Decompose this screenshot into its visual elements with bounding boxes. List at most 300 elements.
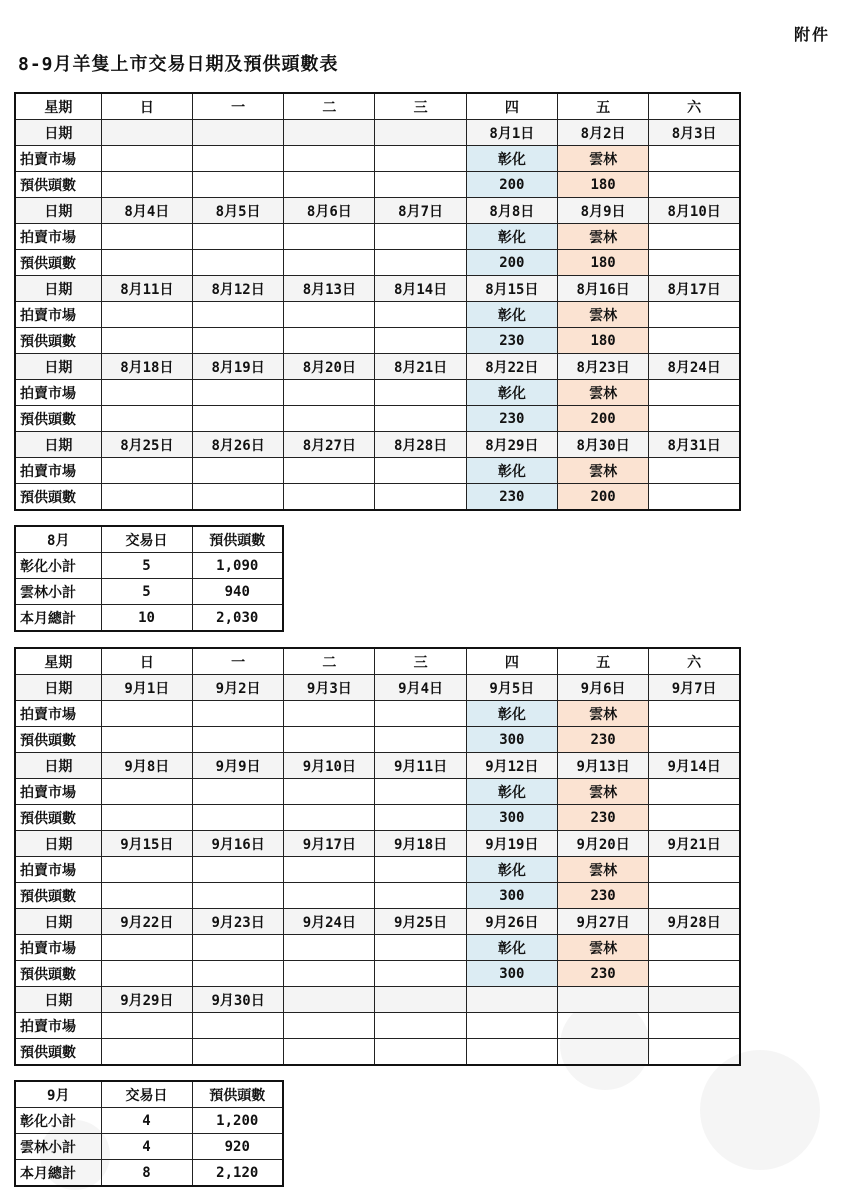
september-calendar-table xyxy=(14,647,741,1066)
date-cell: 8月9日 xyxy=(557,198,648,224)
date-cell xyxy=(375,120,466,146)
summary-value: 2,120 xyxy=(192,1160,283,1187)
heads-cell: 180 xyxy=(557,172,648,198)
heads-cell xyxy=(192,727,283,753)
heads-cell xyxy=(649,961,740,987)
heads-row xyxy=(15,484,740,511)
heads-cell xyxy=(101,1039,192,1066)
row-label: 預供頭數 xyxy=(15,727,101,753)
market-cell xyxy=(375,458,466,484)
summary-label: 雲林小計 xyxy=(15,579,101,605)
market-cell xyxy=(284,857,375,883)
heads-cell xyxy=(375,805,466,831)
heads-cell xyxy=(375,727,466,753)
market-row xyxy=(15,224,740,250)
market-cell xyxy=(101,224,192,250)
heads-cell: 180 xyxy=(557,250,648,276)
date-cell: 9月7日 xyxy=(649,675,740,701)
date-cell xyxy=(284,120,375,146)
heads-cell xyxy=(192,328,283,354)
market-cell: 雲林 xyxy=(557,302,648,328)
weekday-header: 一 xyxy=(192,648,283,675)
row-label: 拍賣市場 xyxy=(15,779,101,805)
date-cell: 8月15日 xyxy=(466,276,557,302)
row-label: 日期 xyxy=(15,198,101,224)
date-cell: 8月1日 xyxy=(466,120,557,146)
heads-cell xyxy=(284,406,375,432)
market-cell xyxy=(284,1013,375,1039)
row-label: 日期 xyxy=(15,354,101,380)
page-title: 8-9月羊隻上市交易日期及預供頭數表 xyxy=(18,54,339,75)
market-cell xyxy=(101,935,192,961)
market-row xyxy=(15,701,740,727)
weekday-header: 六 xyxy=(649,93,740,120)
market-cell xyxy=(192,1013,283,1039)
weekday-header: 五 xyxy=(557,93,648,120)
summary-label: 彰化小計 xyxy=(15,1108,101,1134)
date-cell: 9月17日 xyxy=(284,831,375,857)
weekday-header: 二 xyxy=(284,648,375,675)
weekday-header: 三 xyxy=(375,648,466,675)
date-cell: 9月8日 xyxy=(101,753,192,779)
date-row xyxy=(15,831,740,857)
heads-cell xyxy=(375,328,466,354)
date-cell: 9月21日 xyxy=(649,831,740,857)
market-cell xyxy=(192,701,283,727)
weekday-header: 一 xyxy=(192,93,283,120)
row-label: 預供頭數 xyxy=(15,328,101,354)
market-cell xyxy=(101,857,192,883)
date-cell xyxy=(284,987,375,1013)
row-label: 拍賣市場 xyxy=(15,857,101,883)
market-row xyxy=(15,302,740,328)
summary-value: 8 xyxy=(101,1160,192,1187)
date-cell: 9月12日 xyxy=(466,753,557,779)
date-cell: 9月26日 xyxy=(466,909,557,935)
date-cell: 8月29日 xyxy=(466,432,557,458)
market-cell xyxy=(649,380,740,406)
date-cell: 9月6日 xyxy=(557,675,648,701)
market-cell: 彰化 xyxy=(466,380,557,406)
heads-row xyxy=(15,328,740,354)
heads-cell xyxy=(284,484,375,511)
market-cell xyxy=(192,302,283,328)
heads-cell xyxy=(101,406,192,432)
heads-cell xyxy=(649,883,740,909)
summary-value: 4 xyxy=(101,1108,192,1134)
row-label: 日期 xyxy=(15,987,101,1013)
date-cell: 8月11日 xyxy=(101,276,192,302)
row-label: 日期 xyxy=(15,753,101,779)
date-cell: 9月22日 xyxy=(101,909,192,935)
summary-value: 5 xyxy=(101,579,192,605)
market-cell xyxy=(557,1013,648,1039)
august-summary-table xyxy=(14,525,284,632)
summary-header: 交易日 xyxy=(101,1081,192,1108)
weekday-header: 日 xyxy=(101,93,192,120)
row-label: 拍賣市場 xyxy=(15,380,101,406)
row-label: 拍賣市場 xyxy=(15,1013,101,1039)
date-cell: 8月25日 xyxy=(101,432,192,458)
date-cell: 9月28日 xyxy=(649,909,740,935)
date-cell: 9月13日 xyxy=(557,753,648,779)
market-cell xyxy=(284,302,375,328)
summary-value: 2,030 xyxy=(192,605,283,632)
summary-header: 交易日 xyxy=(101,526,192,553)
market-cell xyxy=(649,1013,740,1039)
heads-cell xyxy=(192,172,283,198)
market-cell xyxy=(284,380,375,406)
heads-cell xyxy=(649,484,740,511)
attachment-label: 附件 xyxy=(793,25,830,44)
market-row xyxy=(15,857,740,883)
market-cell xyxy=(375,701,466,727)
market-cell xyxy=(101,1013,192,1039)
date-cell: 9月14日 xyxy=(649,753,740,779)
date-cell: 9月27日 xyxy=(557,909,648,935)
market-cell xyxy=(192,935,283,961)
market-cell: 雲林 xyxy=(557,701,648,727)
heads-row xyxy=(15,883,740,909)
background-decoration xyxy=(700,1050,820,1170)
heads-cell xyxy=(649,1039,740,1066)
weekday-header: 五 xyxy=(557,648,648,675)
date-cell: 8月18日 xyxy=(101,354,192,380)
heads-cell xyxy=(101,250,192,276)
date-cell: 8月7日 xyxy=(375,198,466,224)
market-cell xyxy=(375,779,466,805)
market-cell: 雲林 xyxy=(557,380,648,406)
heads-cell xyxy=(192,805,283,831)
date-cell xyxy=(649,987,740,1013)
market-cell: 彰化 xyxy=(466,779,557,805)
heads-cell xyxy=(649,406,740,432)
date-cell: 9月18日 xyxy=(375,831,466,857)
market-cell: 彰化 xyxy=(466,701,557,727)
heads-cell: 300 xyxy=(466,727,557,753)
market-cell xyxy=(375,302,466,328)
market-cell xyxy=(375,935,466,961)
heads-cell: 300 xyxy=(466,961,557,987)
september-summary-table xyxy=(14,1080,284,1187)
date-cell: 8月14日 xyxy=(375,276,466,302)
date-cell: 8月13日 xyxy=(284,276,375,302)
summary-header-row xyxy=(15,526,283,553)
date-cell: 8月19日 xyxy=(192,354,283,380)
date-row xyxy=(15,909,740,935)
heads-row xyxy=(15,172,740,198)
row-label: 日期 xyxy=(15,432,101,458)
date-row xyxy=(15,987,740,1013)
heads-cell: 230 xyxy=(557,961,648,987)
row-label: 預供頭數 xyxy=(15,805,101,831)
date-cell: 9月15日 xyxy=(101,831,192,857)
market-cell xyxy=(101,458,192,484)
date-cell: 8月28日 xyxy=(375,432,466,458)
market-cell xyxy=(649,146,740,172)
heads-cell xyxy=(284,250,375,276)
date-cell: 8月22日 xyxy=(466,354,557,380)
market-cell xyxy=(375,224,466,250)
heads-cell: 230 xyxy=(466,484,557,511)
heads-cell xyxy=(101,727,192,753)
row-label: 預供頭數 xyxy=(15,883,101,909)
heads-cell: 200 xyxy=(557,484,648,511)
row-label: 日期 xyxy=(15,909,101,935)
heads-cell xyxy=(284,328,375,354)
market-cell: 雲林 xyxy=(557,779,648,805)
market-cell xyxy=(649,701,740,727)
date-cell: 8月4日 xyxy=(101,198,192,224)
market-cell xyxy=(375,857,466,883)
summary-header: 8月 xyxy=(15,526,101,553)
row-label: 預供頭數 xyxy=(15,1039,101,1066)
row-label: 拍賣市場 xyxy=(15,701,101,727)
market-cell: 雲林 xyxy=(557,935,648,961)
row-label: 拍賣市場 xyxy=(15,302,101,328)
summary-value: 5 xyxy=(101,553,192,579)
date-cell: 9月11日 xyxy=(375,753,466,779)
weekday-header: 四 xyxy=(466,648,557,675)
market-cell xyxy=(192,857,283,883)
market-cell xyxy=(375,380,466,406)
market-cell xyxy=(466,1013,557,1039)
market-cell xyxy=(192,380,283,406)
row-label: 拍賣市場 xyxy=(15,935,101,961)
market-cell: 彰化 xyxy=(466,146,557,172)
summary-row xyxy=(15,1134,283,1160)
summary-header: 預供頭數 xyxy=(192,1081,283,1108)
summary-value: 940 xyxy=(192,579,283,605)
heads-cell: 200 xyxy=(557,406,648,432)
row-label: 拍賣市場 xyxy=(15,146,101,172)
heads-cell xyxy=(375,961,466,987)
market-cell xyxy=(284,458,375,484)
date-cell: 8月2日 xyxy=(557,120,648,146)
market-cell xyxy=(101,380,192,406)
heads-cell xyxy=(375,1039,466,1066)
weekday-header: 日 xyxy=(101,648,192,675)
date-row xyxy=(15,753,740,779)
date-cell: 8月5日 xyxy=(192,198,283,224)
market-cell xyxy=(284,779,375,805)
market-cell xyxy=(192,224,283,250)
date-cell: 8月8日 xyxy=(466,198,557,224)
summary-row xyxy=(15,605,283,632)
market-cell xyxy=(101,302,192,328)
heads-cell xyxy=(284,961,375,987)
heads-cell xyxy=(375,484,466,511)
summary-value: 1,090 xyxy=(192,553,283,579)
date-cell: 9月25日 xyxy=(375,909,466,935)
heads-cell: 300 xyxy=(466,883,557,909)
market-cell xyxy=(375,1013,466,1039)
heads-cell xyxy=(557,1039,648,1066)
summary-value: 920 xyxy=(192,1134,283,1160)
market-cell xyxy=(649,857,740,883)
date-cell xyxy=(101,120,192,146)
date-cell: 9月4日 xyxy=(375,675,466,701)
market-cell xyxy=(192,458,283,484)
market-cell xyxy=(284,935,375,961)
heads-row xyxy=(15,406,740,432)
market-cell: 彰化 xyxy=(466,857,557,883)
heads-cell: 200 xyxy=(466,250,557,276)
date-cell: 8月10日 xyxy=(649,198,740,224)
row-label: 日期 xyxy=(15,675,101,701)
heads-cell xyxy=(101,883,192,909)
market-cell xyxy=(649,302,740,328)
heads-cell: 230 xyxy=(557,805,648,831)
summary-value: 4 xyxy=(101,1134,192,1160)
date-row xyxy=(15,120,740,146)
date-row xyxy=(15,276,740,302)
row-label: 預供頭數 xyxy=(15,406,101,432)
market-row xyxy=(15,380,740,406)
heads-cell xyxy=(192,406,283,432)
date-cell: 8月3日 xyxy=(649,120,740,146)
heads-cell xyxy=(192,250,283,276)
row-label: 預供頭數 xyxy=(15,172,101,198)
date-row xyxy=(15,198,740,224)
date-cell: 9月30日 xyxy=(192,987,283,1013)
heads-row xyxy=(15,805,740,831)
market-cell xyxy=(101,146,192,172)
weekday-header: 四 xyxy=(466,93,557,120)
date-cell: 9月1日 xyxy=(101,675,192,701)
market-cell: 彰化 xyxy=(466,224,557,250)
date-cell: 8月12日 xyxy=(192,276,283,302)
heads-cell: 300 xyxy=(466,805,557,831)
heads-cell: 230 xyxy=(466,328,557,354)
row-label: 預供頭數 xyxy=(15,484,101,511)
market-cell: 雲林 xyxy=(557,224,648,250)
date-row xyxy=(15,354,740,380)
date-cell: 8月27日 xyxy=(284,432,375,458)
market-cell xyxy=(192,779,283,805)
date-cell xyxy=(557,987,648,1013)
market-cell xyxy=(649,224,740,250)
heads-cell xyxy=(375,406,466,432)
summary-header: 預供頭數 xyxy=(192,526,283,553)
date-cell: 8月16日 xyxy=(557,276,648,302)
date-cell: 9月19日 xyxy=(466,831,557,857)
weekday-header: 三 xyxy=(375,93,466,120)
summary-label: 本月總計 xyxy=(15,605,101,632)
market-cell: 彰化 xyxy=(466,935,557,961)
date-cell xyxy=(192,120,283,146)
heads-cell xyxy=(649,250,740,276)
summary-label: 雲林小計 xyxy=(15,1134,101,1160)
heads-cell xyxy=(192,883,283,909)
date-cell: 9月3日 xyxy=(284,675,375,701)
date-cell: 8月20日 xyxy=(284,354,375,380)
heads-cell xyxy=(101,172,192,198)
date-cell: 9月29日 xyxy=(101,987,192,1013)
date-cell: 9月20日 xyxy=(557,831,648,857)
heads-cell xyxy=(101,328,192,354)
heads-cell xyxy=(284,883,375,909)
summary-row xyxy=(15,553,283,579)
date-cell: 9月23日 xyxy=(192,909,283,935)
market-cell xyxy=(649,458,740,484)
heads-cell xyxy=(101,961,192,987)
heads-cell xyxy=(192,1039,283,1066)
market-cell xyxy=(649,779,740,805)
market-cell: 雲林 xyxy=(557,146,648,172)
market-cell xyxy=(284,146,375,172)
date-cell xyxy=(375,987,466,1013)
heads-cell xyxy=(649,805,740,831)
heads-cell: 200 xyxy=(466,172,557,198)
market-cell xyxy=(375,146,466,172)
market-cell xyxy=(101,779,192,805)
market-cell xyxy=(649,935,740,961)
summary-row xyxy=(15,579,283,605)
heads-cell xyxy=(375,250,466,276)
august-calendar-table xyxy=(14,92,741,511)
date-cell: 8月23日 xyxy=(557,354,648,380)
heads-cell: 230 xyxy=(557,883,648,909)
date-row xyxy=(15,675,740,701)
date-cell: 9月24日 xyxy=(284,909,375,935)
row-label: 拍賣市場 xyxy=(15,458,101,484)
date-cell: 8月30日 xyxy=(557,432,648,458)
row-label: 日期 xyxy=(15,120,101,146)
market-row xyxy=(15,458,740,484)
heads-cell xyxy=(284,727,375,753)
heads-row xyxy=(15,961,740,987)
heads-cell xyxy=(101,484,192,511)
heads-row xyxy=(15,250,740,276)
heads-cell xyxy=(375,883,466,909)
date-cell: 9月5日 xyxy=(466,675,557,701)
row-label: 日期 xyxy=(15,276,101,302)
summary-value: 1,200 xyxy=(192,1108,283,1134)
heads-cell xyxy=(649,328,740,354)
heads-cell: 180 xyxy=(557,328,648,354)
summary-row xyxy=(15,1160,283,1187)
row-label: 拍賣市場 xyxy=(15,224,101,250)
weekday-header: 六 xyxy=(649,648,740,675)
row-label: 預供頭數 xyxy=(15,961,101,987)
date-cell: 9月10日 xyxy=(284,753,375,779)
heads-row xyxy=(15,727,740,753)
heads-cell xyxy=(284,172,375,198)
market-row xyxy=(15,146,740,172)
summary-label: 本月總計 xyxy=(15,1160,101,1187)
heads-cell xyxy=(192,484,283,511)
summary-header-row xyxy=(15,1081,283,1108)
row-label: 日期 xyxy=(15,831,101,857)
market-row xyxy=(15,779,740,805)
heads-cell xyxy=(192,961,283,987)
row-label: 預供頭數 xyxy=(15,250,101,276)
weekday-header-row xyxy=(15,93,740,120)
summary-value: 10 xyxy=(101,605,192,632)
date-cell: 8月31日 xyxy=(649,432,740,458)
market-row xyxy=(15,935,740,961)
market-cell xyxy=(101,701,192,727)
weekday-header-row xyxy=(15,648,740,675)
weekday-header: 星期 xyxy=(15,648,101,675)
heads-cell: 230 xyxy=(557,727,648,753)
heads-row xyxy=(15,1039,740,1066)
date-row xyxy=(15,432,740,458)
heads-cell xyxy=(375,172,466,198)
date-cell: 9月16日 xyxy=(192,831,283,857)
summary-header: 9月 xyxy=(15,1081,101,1108)
